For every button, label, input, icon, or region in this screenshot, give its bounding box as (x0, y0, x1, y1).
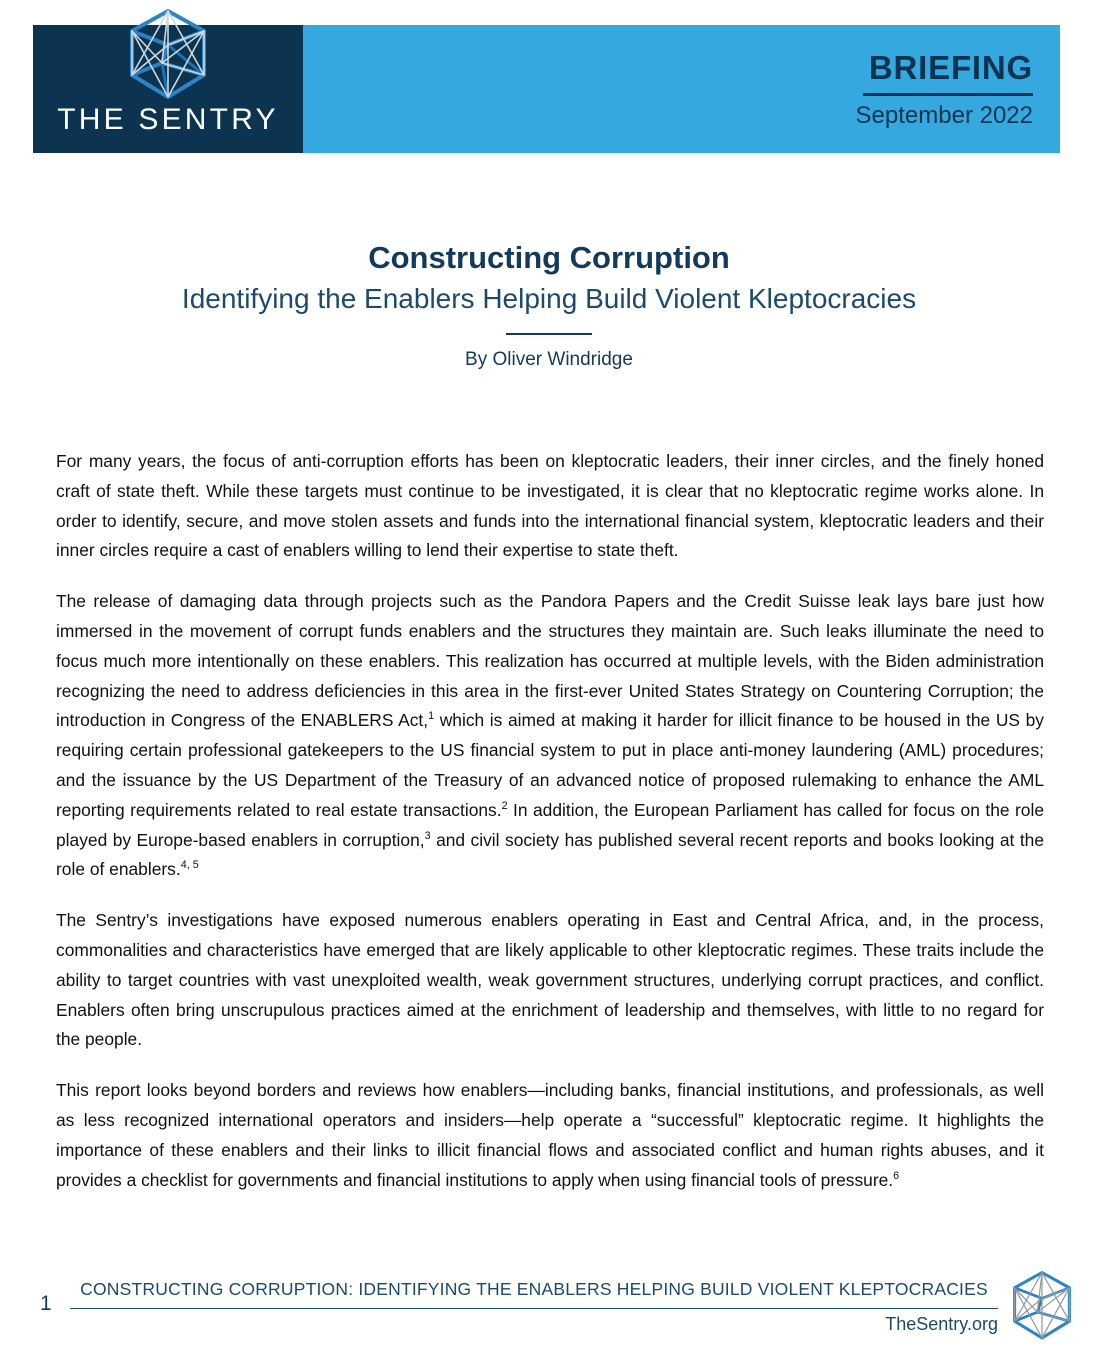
briefing-block (856, 51, 1033, 128)
footnote-marker: 2 (501, 799, 508, 812)
paragraph: This report looks beyond borders and reviews how enablers—including banks, financial institutions, and professionals, as well as less recognized international operators and insiders—help operate a “successful” kleptocratic regime. It highlights the importance of these enablers and their links to illicit financial flows and associated conflict and human rights abuses, and it provides a checklist for governments and financial institutions to apply when using financial tools of pressure.$^6$ (56, 1080, 1044, 1190)
page-number: 1 (40, 1292, 52, 1315)
masthead (33, 25, 1060, 153)
footer-divider (70, 1308, 998, 1309)
document-type-label: BRIEFING (868, 49, 1033, 86)
icosahedron-logo-icon (1004, 1262, 1080, 1350)
footnote-marker: 3 (424, 829, 431, 842)
paragraph: The Sentry’s investigations have exposed numerous enablers operating in East and Central Africa, and, in the process, commonalities and characteristics have emerged that are likely applicable to other kleptocratic regimes. These traits include the ability to target countries with vast unexploited wealth, weak government structures, underlying corrupt practices, and conflict. Enablers often bring unscrupulous practices aimed at the enrichment of leadership and themselves, with little to no regard for the people. (56, 910, 1044, 1050)
website-link[interactable]: TheSentry.org (885, 1314, 998, 1334)
page-subtitle: Identifying the Enablers Helping Build Violent Kleptocracies (181, 282, 917, 314)
article-body (56, 447, 1044, 1195)
running-title: CONSTRUCTING CORRUPTION: IDENTIFYING THE ENABLERS HELPING BUILD VIOLENT KLEPTOCRACIES (80, 1279, 988, 1299)
briefing-divider (863, 93, 1033, 96)
publication-date: September 2022 (855, 102, 1033, 129)
brand-block (33, 25, 303, 153)
title-divider (506, 333, 592, 335)
page-title: Constructing Corruption (368, 240, 730, 275)
title-block (0, 240, 1098, 371)
brand-wordmark: THE SENTRY (57, 103, 279, 136)
paragraph: For many years, the focus of anti-corruption efforts has been on kleptocratic leaders, their inner circles, and the finely honed craft of state theft. While these targets must continue to be investigated, it is clear that no kleptocratic regime works alone. In order to identify, secure, and move stolen assets and funds into the international financial system, kleptocratic leaders and their inner circles require a cast of enablers willing to lend their expertise to state theft. (56, 451, 1044, 561)
page-footer (0, 1252, 1098, 1372)
icosahedron-logo-icon (118, 5, 218, 105)
footnote-marker: 4, 5 (180, 859, 199, 872)
briefing-banner (303, 25, 1060, 153)
footnote-marker: 1 (428, 710, 435, 723)
footnote-marker: 6 (893, 1169, 900, 1182)
author-byline: By Oliver Windridge (465, 349, 633, 371)
paragraph: The release of damaging data through projects such as the Pandora Papers and the Credit Suisse leak lays bare just how immersed in the movement of corrupt funds enablers and the structures they maintain are. Such leaks illuminate the need to focus much more intentionally on these enablers. This realization has occurred at multiple levels, with the Biden administration recognizing the need to address deficiencies in this area in the first-ever United States Strategy on Countering Corruption; the introduction in Congress of the ENABLERS Act,$^1$ which is aimed at making it harder for illicit finance to be housed in the US by requiring certain professional gatekeepers to the US financial system to put in place anti-money laundering (AML) procedures; and the issuance by the US Department of the Treasury of an advanced notice of proposed rulemaking to enhance the AML reporting requirements related to real estate transactions.$^2$ In addition, the European Parliament has called for focus on the role played by Europe-based enablers in corruption,$^3$ and civil society has published several recent reports and books looking at the role of enablers.$^{4, 5}$ (56, 591, 1045, 880)
